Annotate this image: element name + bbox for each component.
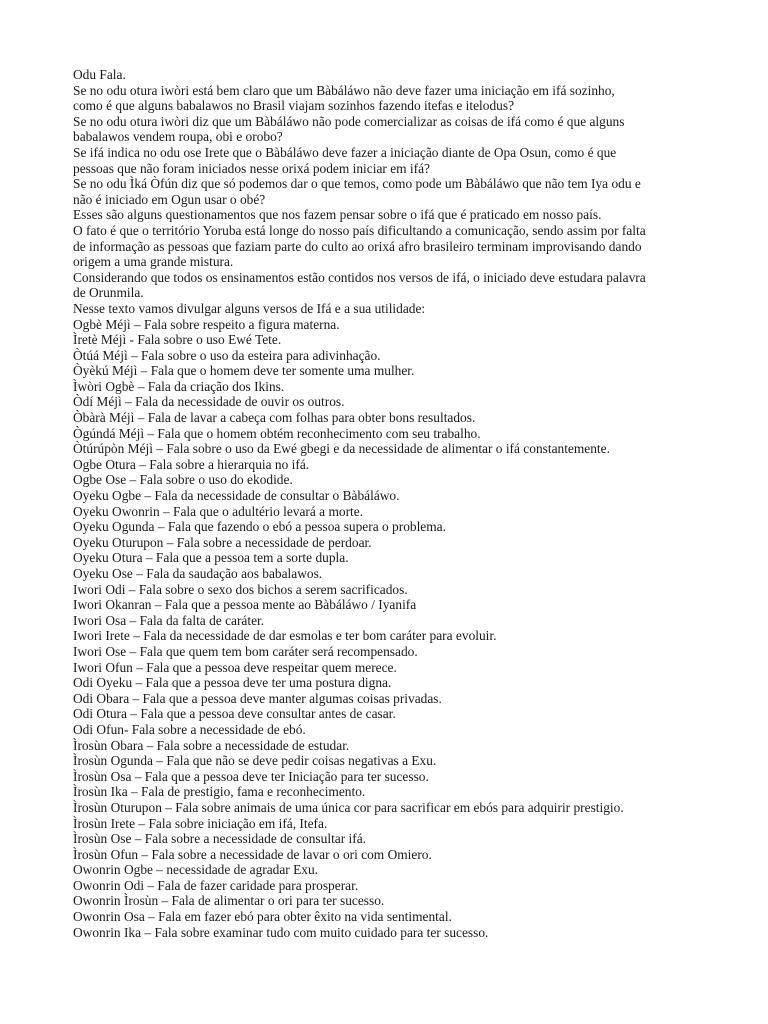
- text-line: Iwori Okanran – Fala que a pessoa mente ao Bàbáláwo / Iyanifa: [73, 597, 417, 613]
- text-line: Òdí Méjì – Fala da necessidade de ouvir os outros.: [73, 394, 345, 410]
- text-line: Iwori Irete – Fala da necessidade de dar esmolas e ter bom caráter para evoluir.: [73, 628, 497, 644]
- text-line: Ìrosùn Irete – Fala sobre iniciação em ifá, Itefa.: [73, 815, 328, 831]
- text-line: Se no odu otura iwòri está bem claro que um Bàbáláwo não deve fazer uma iniciação em ifá sozinho,: [73, 82, 615, 98]
- text-line: Odi Otura – Fala que a pessoa deve consultar antes de casar.: [73, 706, 396, 722]
- text-line: Ogbe Ose – Fala sobre o uso do ekodide.: [73, 472, 293, 488]
- text-line: babalawos vendem roupa, obi e orobo?: [73, 129, 283, 145]
- text-line: Nesse texto vamos divulgar alguns versos de Ifá e a sua utilidade:: [73, 300, 426, 316]
- text-line: Iwori Ofun – Fala que a pessoa deve respeitar quem merece.: [73, 659, 397, 675]
- text-line: Ogbè Méjì – Fala sobre respeito a figura materna.: [73, 316, 340, 332]
- text-line: Ogbe Otura – Fala sobre a hierarquia no ifá.: [73, 456, 310, 472]
- text-line: não é iniciado em Ogun usar o obé?: [73, 191, 266, 207]
- text-line: Se no odu Ìká Òfún diz que só podemos dar o que temos, como pode um Bàbáláwo que não tem Iya odu e: [73, 176, 641, 192]
- text-line: Ìrosùn Ogunda – Fala que não se deve pedir coisas negativas a Exu.: [73, 753, 437, 769]
- text-line: pessoas que não foram iniciados nesse orixá podem iniciar em ifá?: [73, 160, 430, 176]
- text-line: Ìrosùn Obara – Fala sobre a necessidade de estudar.: [73, 737, 350, 753]
- text-line: Owonrin Ika – Fala sobre examinar tudo com muito cuidado para ter sucesso.: [73, 924, 489, 940]
- text-line: Iwori Osa – Fala da falta de caráter.: [73, 612, 265, 628]
- text-line: Owonrin Odi – Fala de fazer caridade para prosperar.: [73, 877, 359, 893]
- text-line: Esses são alguns questionamentos que nos fazem pensar sobre o ifá que é praticado em nosso país.: [73, 207, 602, 223]
- text-line: de Orunmila.: [73, 285, 144, 301]
- text-line: Ìrosùn Ofun – Fala sobre a necessidade de lavar o ori com Omiero.: [73, 846, 432, 862]
- text-line: Considerando que todos os ensinamentos estão contidos nos versos de ifá, o iniciado deve estudara palavra: [73, 269, 646, 285]
- text-line: Oyeku Ose – Fala da saudação aos babalawos.: [73, 566, 323, 581]
- text-line: Odi Oyeku – Fala que a pessoa deve ter uma postura digna.: [73, 675, 392, 691]
- text-line: origem a uma grande mistura.: [73, 254, 234, 270]
- text-line: Odi Obara – Fala que a pessoa deve manter algumas coisas privadas.: [73, 690, 442, 706]
- text-line: Òtúá Méjì – Fala sobre o uso da esteira para adivinhação.: [73, 347, 381, 363]
- text-line: Ìretè Méjì - Fala sobre o uso Ewé Tete.: [73, 332, 282, 348]
- text-line: Oyeku Owonrin – Fala que o adultério levará a morte.: [73, 503, 364, 519]
- text-line: como é que alguns babalawos no Brasil viajam sozinhos fazendo itefas e itelodus?: [73, 98, 515, 114]
- text-line: Ìrosùn Oturupon – Fala sobre animais de uma única cor para sacrificar em ebós para adquirir prestigio.: [73, 799, 624, 815]
- text-line: Ìrosùn Ika – Fala de prestigio, fama e reconhecimento.: [73, 784, 366, 800]
- text-line: Se no odu otura iwòri diz que um Bàbáláwo não pode comercializar as coisas de ifá como é que alguns: [73, 113, 625, 129]
- text-line: Se ifá indica no odu ose Irete que o Bàbáláwo deve fazer a iniciação diante de Opa Osun, como é que: [73, 144, 617, 160]
- text-line: Òbàrà Méjì – Fala de lavar a cabeça com folhas para obter bons resultados.: [73, 410, 476, 426]
- text-line: Ìrosùn Osa – Fala que a pessoa deve ter Iniciação para ter sucesso.: [73, 768, 429, 784]
- text-line: Oyeku Otura – Fala que a pessoa tem a sorte dupla.: [73, 550, 349, 566]
- document-title: Odu Fala.: [73, 67, 126, 82]
- text-line: Ìrosùn Ose – Fala sobre a necessidade de consultar ifá.: [73, 831, 367, 847]
- text-line: Owonrin Osa – Fala em fazer ebó para obter êxito na vida sentimental.: [73, 909, 452, 925]
- text-line: Owonrin Ìrosùn – Fala de alimentar o ori para ter sucesso.: [73, 893, 385, 909]
- document-page: [73, 67, 713, 940]
- text-line: Òtúrúpòn Méjì – Fala sobre o uso da Ewé gbegi e da necessidade de alimentar o ifá constantemente.: [73, 441, 610, 457]
- text-line: O fato é que o território Yoruba está longe do nosso país dificultando a comunicação, sendo assim por falta: [73, 222, 646, 238]
- text-line: Ògúndá Méjì – Fala que o homem obtém reconhecimento com seu trabalho.: [73, 425, 481, 441]
- text-line: Owonrin Ogbe – necessidade de agradar Exu.: [73, 862, 319, 878]
- text-line: Oyeku Ogunda – Fala que fazendo o ebó a pessoa supera o problema.: [73, 519, 446, 535]
- text-line: Iwori Odi – Fala sobre o sexo dos bichos a serem sacrificados.: [73, 581, 408, 597]
- text-line: Ìwòri Ogbè – Fala da criação dos Ikins.: [73, 378, 285, 394]
- text-line: Oyeku Ogbe – Fala da necessidade de consultar o Bàbáláwo.: [73, 488, 400, 504]
- text-line: Òyèkú Méjì – Fala que o homem deve ter somente uma mulher.: [73, 363, 415, 379]
- text-line: de informação as pessoas que faziam parte do culto ao orixá afro brasileiro terminam improvisando dando: [73, 238, 642, 254]
- text-line: Odi Ofun- Fala sobre a necessidade de ebó.: [73, 721, 306, 737]
- text-line: Iwori Ose – Fala que quem tem bom caráter será recompensado.: [73, 643, 418, 659]
- text-line: Oyeku Oturupon – Fala sobre a necessidade de perdoar.: [73, 534, 372, 550]
